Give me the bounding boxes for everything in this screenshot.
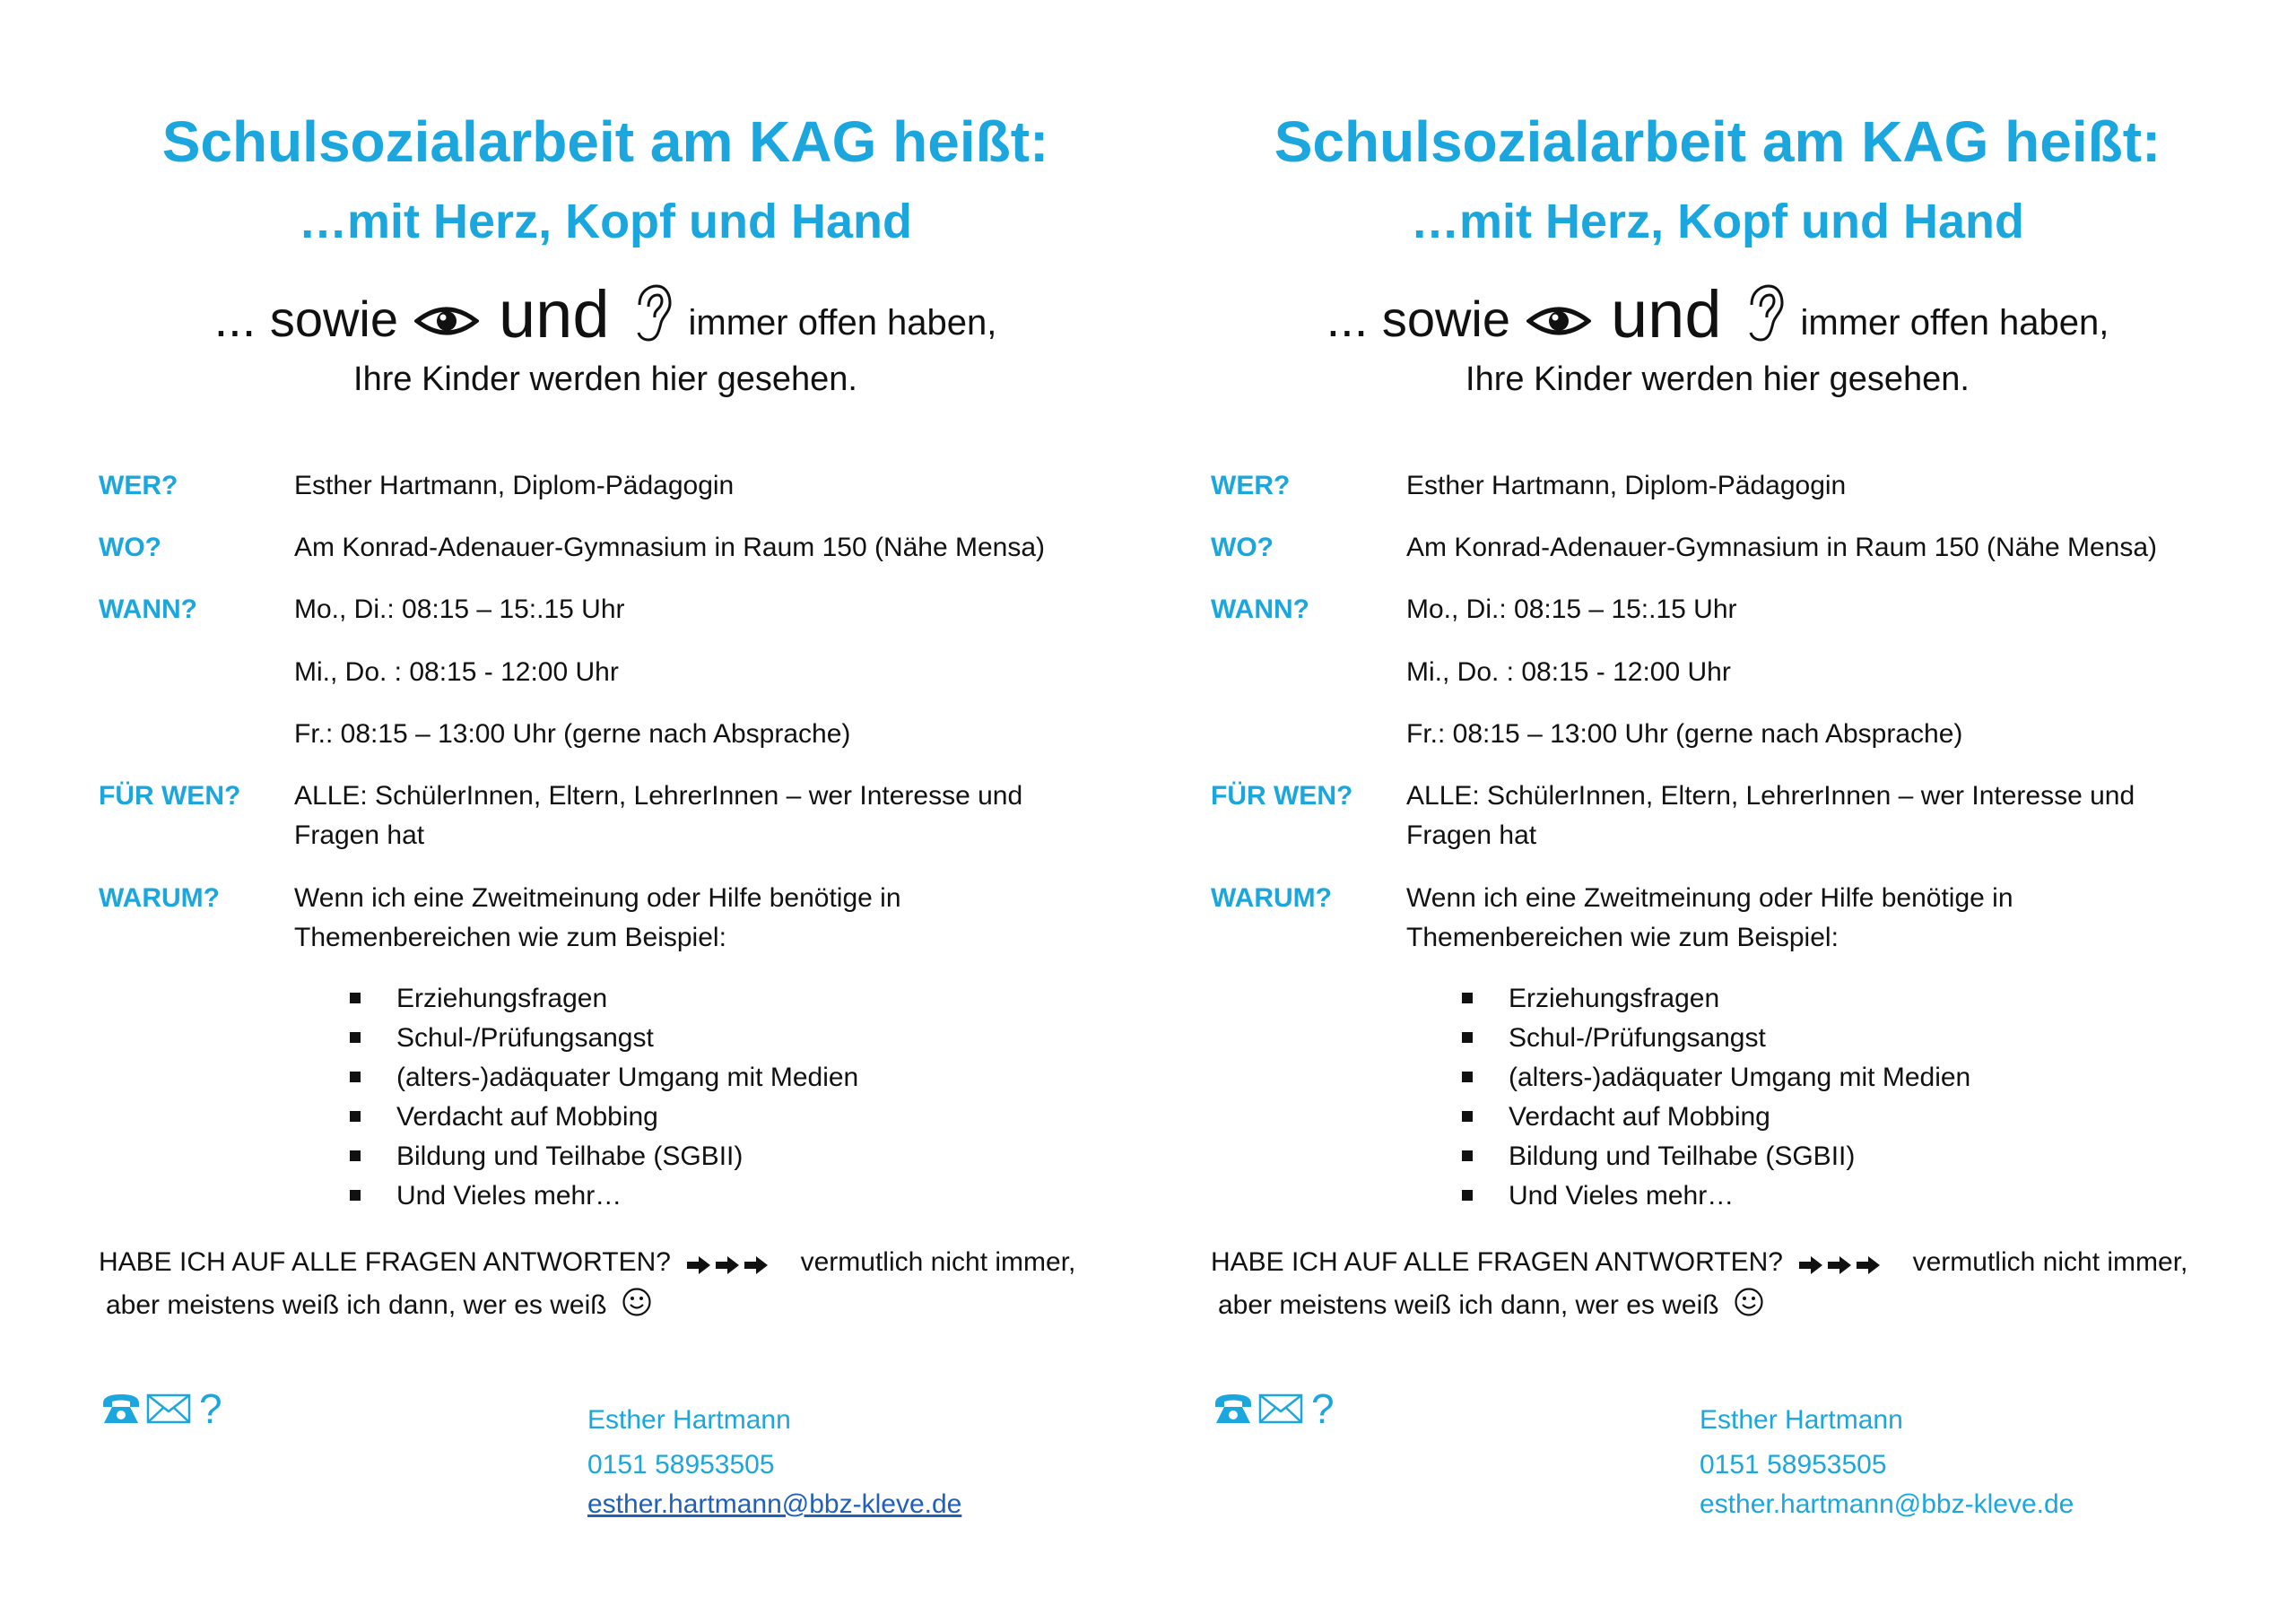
list-item: Bildung und Teilhabe (SGBII) <box>350 1137 858 1176</box>
aber-line <box>1218 1286 1764 1325</box>
tagline-offen: immer offen haben, <box>688 303 997 343</box>
list-item: Und Vieles mehr… <box>350 1176 858 1216</box>
contact-question-mark: ? <box>1311 1385 1335 1432</box>
flyer-tagline <box>1112 264 2296 353</box>
list-item: (alters-)adäquater Umgang mit Medien <box>350 1058 858 1098</box>
list-item: Erziehungsfragen <box>1462 979 1970 1019</box>
flyer-tagline <box>0 264 1211 353</box>
flyer-left <box>0 0 1112 1623</box>
value-wann-1: Mo., Di.: 08:15 – 15:.15 Uhr <box>1406 595 1737 624</box>
label-wann: WANN? <box>1211 595 1309 624</box>
contact-email[interactable]: esther.hartmann@bbz-kleve.de <box>1700 1489 2074 1519</box>
value-wann-2: Mi., Do. : 08:15 - 12:00 Uhr <box>294 657 619 687</box>
arrows-icon <box>1797 1254 1882 1276</box>
arrow-right-icon <box>714 1254 741 1276</box>
tagline-sowie: ... sowie <box>213 291 399 347</box>
value-wann-2: Mi., Do. : 08:15 - 12:00 Uhr <box>1406 657 1731 687</box>
ear-icon <box>1744 283 1784 344</box>
habe-line <box>1211 1243 2187 1282</box>
flyer-right <box>1112 0 2224 1623</box>
aber-line <box>106 1286 652 1325</box>
tagline-offen: immer offen haben, <box>1800 303 2109 343</box>
list-item: Erziehungsfragen <box>350 979 858 1019</box>
list-item: Schul-/Prüfungsangst <box>1462 1019 1970 1058</box>
label-warum: WARUM? <box>1211 883 1332 913</box>
contact-phone: 0151 58953505 <box>1700 1450 1887 1480</box>
label-wo: WO? <box>1211 533 1274 562</box>
smiley-icon <box>622 1287 652 1317</box>
arrow-right-icon <box>1855 1254 1882 1276</box>
habe-question: HABE ICH AUF ALLE FRAGEN ANTWORTEN? <box>1211 1247 1783 1277</box>
label-wer: WER? <box>1211 471 1291 500</box>
telephone-icon <box>1213 1391 1254 1427</box>
arrow-right-icon <box>743 1254 770 1276</box>
list-item: Schul-/Prüfungsangst <box>350 1019 858 1058</box>
value-wer: Esther Hartmann, Diplom-Pädagogin <box>294 471 735 500</box>
arrow-right-icon <box>1826 1254 1853 1276</box>
contact-name: Esther Hartmann <box>1700 1405 1903 1435</box>
envelope-icon <box>145 1391 192 1427</box>
list-item: Verdacht auf Mobbing <box>1462 1098 1970 1137</box>
value-fuer-wen: ALLE: SchülerInnen, Eltern, LehrerInnen – wer Interesse und Fragen hat <box>294 781 1023 850</box>
list-item: Bildung und Teilhabe (SGBII) <box>1462 1137 1970 1176</box>
habe-answer: vermutlich nicht immer, <box>1912 1247 2188 1277</box>
flyer-subtitle: …mit Herz, Kopf und Hand <box>1411 195 2024 248</box>
label-wann: WANN? <box>99 595 197 624</box>
arrow-right-icon <box>1797 1254 1824 1276</box>
list-item: Und Vieles mehr… <box>1462 1176 1970 1216</box>
flyer-line4: Ihre Kinder werden hier gesehen. <box>1465 360 1970 398</box>
habe-line <box>99 1243 1075 1282</box>
value-wo: Am Konrad-Adenauer-Gymnasium in Raum 150 (Nähe Mensa) <box>1406 533 2158 562</box>
list-item: (alters-)adäquater Umgang mit Medien <box>1462 1058 1970 1098</box>
contact-name: Esther Hartmann <box>587 1405 791 1435</box>
value-wo: Am Konrad-Adenauer-Gymnasium in Raum 150 (Nähe Mensa) <box>294 533 1046 562</box>
label-wer: WER? <box>99 471 178 500</box>
contact-question-mark: ? <box>199 1385 222 1432</box>
aber-text: aber meistens weiß ich dann, wer es weiß <box>106 1290 607 1320</box>
value-wann-1: Mo., Di.: 08:15 – 15:.15 Uhr <box>294 595 625 624</box>
topic-list <box>1462 979 1970 1216</box>
value-fuer-wen: ALLE: SchülerInnen, Eltern, LehrerInnen – wer Interesse und Fragen hat <box>1406 781 2135 850</box>
flyer-title: Schulsozialarbeit am KAG heißt: <box>161 109 1049 174</box>
habe-question: HABE ICH AUF ALLE FRAGEN ANTWORTEN? <box>99 1247 671 1277</box>
contact-icons <box>1213 1385 1335 1432</box>
envelope-icon <box>1257 1391 1304 1427</box>
contact-icons <box>100 1385 222 1432</box>
label-fuer-wen: FÜR WEN? <box>1211 781 1353 811</box>
arrows-icon <box>685 1254 770 1276</box>
label-warum: WARUM? <box>99 883 220 913</box>
contact-email[interactable]: esther.hartmann@bbz-kleve.de <box>587 1489 962 1519</box>
smiley-icon <box>1734 1287 1764 1317</box>
tagline-sowie: ... sowie <box>1326 291 1511 347</box>
flyer-line4: Ihre Kinder werden hier gesehen. <box>353 360 857 398</box>
topic-list <box>350 979 858 1216</box>
aber-text: aber meistens weiß ich dann, wer es weiß <box>1218 1290 1719 1320</box>
ear-icon <box>632 283 672 344</box>
flyer-title: Schulsozialarbeit am KAG heißt: <box>1274 109 2161 174</box>
value-warum: Wenn ich eine Zweitmeinung oder Hilfe benötige in Themenbereichen wie zum Beispiel: <box>294 883 901 952</box>
list-item: Verdacht auf Mobbing <box>350 1098 858 1137</box>
flyer-subtitle: …mit Herz, Kopf und Hand <box>299 195 912 248</box>
arrow-right-icon <box>685 1254 712 1276</box>
tagline-und: und <box>1611 277 1722 352</box>
tagline-und: und <box>499 277 610 352</box>
telephone-icon <box>100 1391 142 1427</box>
value-warum: Wenn ich eine Zweitmeinung oder Hilfe benötige in Themenbereichen wie zum Beispiel: <box>1406 883 2013 952</box>
contact-phone: 0151 58953505 <box>587 1450 775 1480</box>
value-wer: Esther Hartmann, Diplom-Pädagogin <box>1406 471 1847 500</box>
eye-icon <box>1526 303 1591 339</box>
value-wann-3: Fr.: 08:15 – 13:00 Uhr (gerne nach Absprache) <box>1406 719 1963 749</box>
value-wann-3: Fr.: 08:15 – 13:00 Uhr (gerne nach Absprache) <box>294 719 851 749</box>
label-fuer-wen: FÜR WEN? <box>99 781 241 811</box>
eye-icon <box>414 303 479 339</box>
habe-answer: vermutlich nicht immer, <box>800 1247 1076 1277</box>
label-wo: WO? <box>99 533 161 562</box>
